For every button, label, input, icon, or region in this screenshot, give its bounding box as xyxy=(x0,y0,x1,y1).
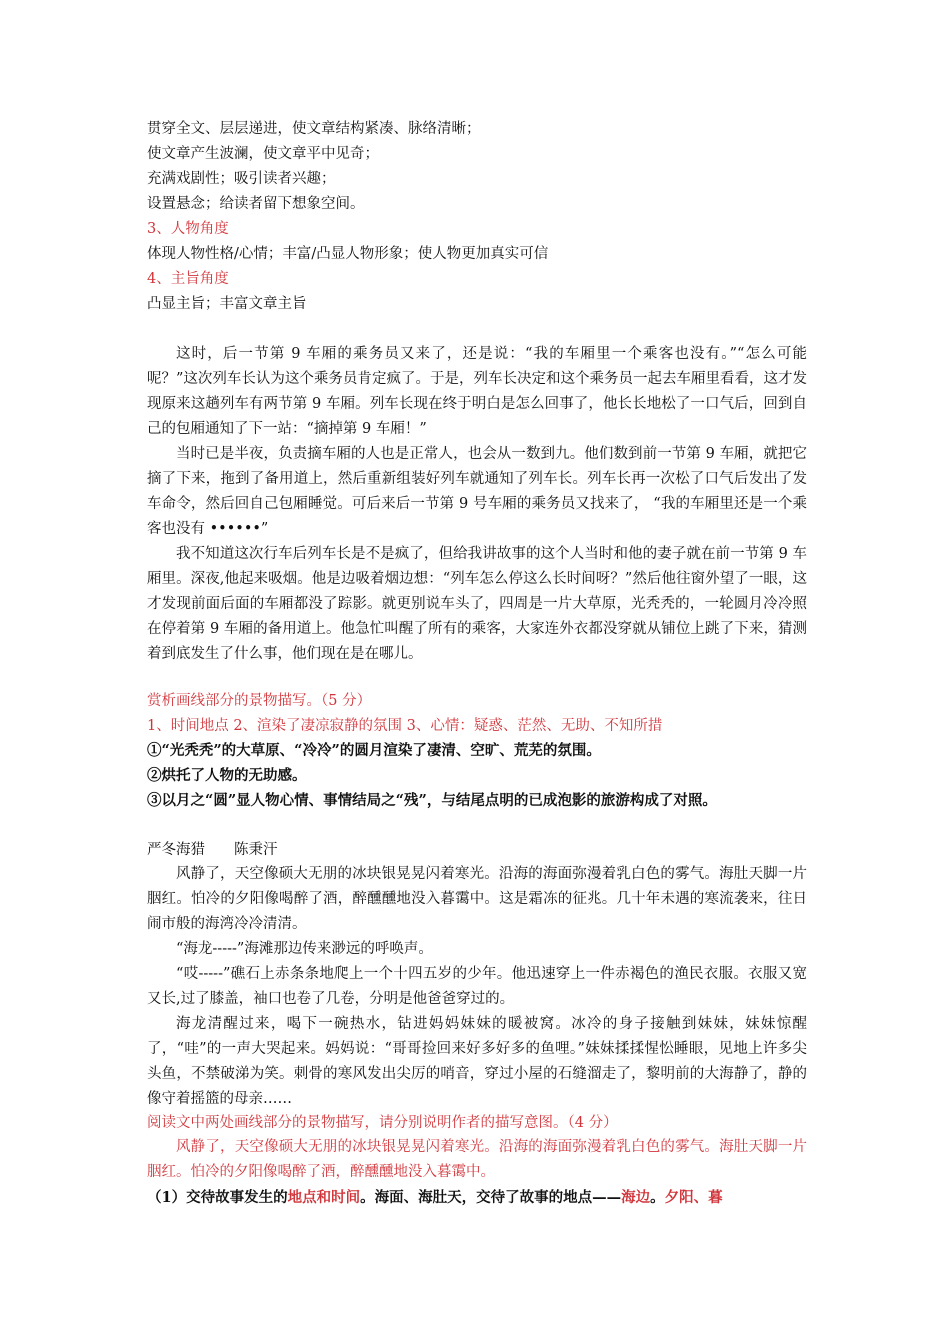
section-heading-character: 3、人物角度 xyxy=(147,221,229,237)
question-1: 赏析画线部分的景物描写。（5 分） xyxy=(147,693,372,709)
question-2: 阅读文中两处画线部分的景物描写，请分别说明作者的描写意图。（4 分） xyxy=(147,1115,618,1131)
list-item: 贯穿全文、层层递进，使文章结构紧凑、脉络清晰； xyxy=(147,121,481,137)
question-1-hint: 1、时间地点 2、渲染了凄凉寂静的氛围 3、心情：疑惑、茫然、无助、不知所措 xyxy=(147,718,663,734)
story2-paragraph-4: 海龙清醒过来，喝下一碗热水，钻进妈妈妹妹的暖被窝。冰冷的身子接触到妹妹，妹妹惊醒了，“哇”的一声大哭起来。妈妈说：“哥哥捡回来好多好多的鱼哩。”妹妹揉揉惺忪睡眼，见地上许多尖头鱼，不禁破涕为笑。刺骨的寒风发出尖厉的哨音，穿过小屋的石缝溜走了，黎明前的大海静了，静的像守着摇篮的母亲…… xyxy=(147,1016,807,1107)
story2-title: 严冬海猎 陈秉汗 xyxy=(147,842,278,858)
section-text-theme: 凸显主旨；丰富文章主旨 xyxy=(147,296,307,312)
answer-item: ①“光秃秃”的大草原、“冷冷”的圆月渲染了凄清、空旷、荒芜的氛围。 xyxy=(147,742,601,759)
answer-text: 。海面、海肚天，交待了故事的地点—— xyxy=(360,1189,622,1206)
section-heading-theme: 4、主旨角度 xyxy=(147,271,229,287)
story2-paragraph-3: “哎-----”礁石上赤条条地爬上一个十四五岁的少年。他迅速穿上一件赤褐色的渔民衣服。衣服又宽又长,过了膝盖，袖口也卷了几卷，分明是他爸爸穿过的。 xyxy=(147,966,807,1007)
answer-item: ②烘托了人物的无助感。 xyxy=(147,767,307,784)
list-item: 充满戏剧性；吸引读者兴趣； xyxy=(147,171,336,187)
answer-text: （1）交待故事发生的 xyxy=(147,1189,288,1206)
section-text-character: 体现人物性格/心情；丰富/凸显人物形象；使人物更加真实可信 xyxy=(147,246,549,262)
story1-paragraph-2: 当时已是半夜，负责摘车厢的人也是正常人，也会从一数到九。他们数到前一节第 9 车厢，就把它摘了下来，拖到了备用道上，然后重新组装好列车就通知了列车长。列车长再一次松了口气后发出了发车命令，然后回自己包厢睡觉。可后来后一节第 9 号车厢的乘务员又找来了， “我的车厢里还是一个乘客也没有 ••••••” xyxy=(147,446,807,537)
question-2-answer xyxy=(147,1188,723,1208)
story1-paragraph-1: 这时，后一节第 9 车厢的乘务员又来了，还是说：“我的车厢里一个乘客也没有。”“怎么可能呢？”这次列车长认为这个乘务员肯定疯了。于是，列车长决定和这个乘务员一起去车厢里看看，这才发现原来这趟列车有两节第 9 车厢。列车长现在终于明白是怎么回事了，他长长地松了一口气后，回到自己的包厢通知了下一站：“摘掉第 9 车厢！” xyxy=(147,346,807,437)
story1-paragraph-3: 我不知道这次行车后列车长是不是疯了，但给我讲故事的这个人当时和他的妻子就在前一节第 9 车厢里。深夜,他起来吸烟。他是边吸着烟边想：“列车怎么停这么长时间呀？”然后他往窗外望了一眼，这才发现前面后面的车厢都没了踪影。就更别说车头了，四周是一片大草原，光秃秃的，一轮圆月冷冷照在停着第 9 车厢的备用道上。他急忙叫醒了所有的乘客，大家连外衣都没穿就从铺位上跳了下来，猜测着到底发生了什么事，他们现在是在哪儿。 xyxy=(147,546,807,662)
question-2-quote: 风静了，天空像硕大无朋的冰块银晃晃闪着寒光。沿海的海面弥漫着乳白色的雾气。海肚天脚一片胭红。怕冷的夕阳像喝醉了酒，醉醺醺地没入暮霭中。 xyxy=(147,1139,807,1180)
list-item: 使文章产生波澜，使文章平中见奇； xyxy=(147,146,379,162)
story2-paragraph-2: “海龙-----”海滩那边传来渺远的呼唤声。 xyxy=(176,941,433,957)
story2-paragraph-1: 风静了，天空像硕大无朋的冰块银晃晃闪着寒光。沿海的海面弥漫着乳白色的雾气。海肚天脚一片胭红。怕冷的夕阳像喝醉了酒，醉醺醺地没入暮霭中。这是霜冻的征兆。几十年未遇的寒流袭来，往日闹市般的海湾冷冷清清。 xyxy=(147,866,807,932)
answer-item: ③以月之“圆”显人物心情、事情结局之“残”，与结尾点明的已成泡影的旅游构成了对照。 xyxy=(147,792,717,809)
answer-highlight: 地点和时间 xyxy=(287,1189,361,1206)
answer-text: 。 xyxy=(650,1189,665,1206)
list-item: 设置悬念；给读者留下想象空间。 xyxy=(147,196,365,212)
answer-highlight: 海边 xyxy=(621,1189,651,1206)
answer-highlight: 夕阳、暮 xyxy=(664,1189,723,1206)
